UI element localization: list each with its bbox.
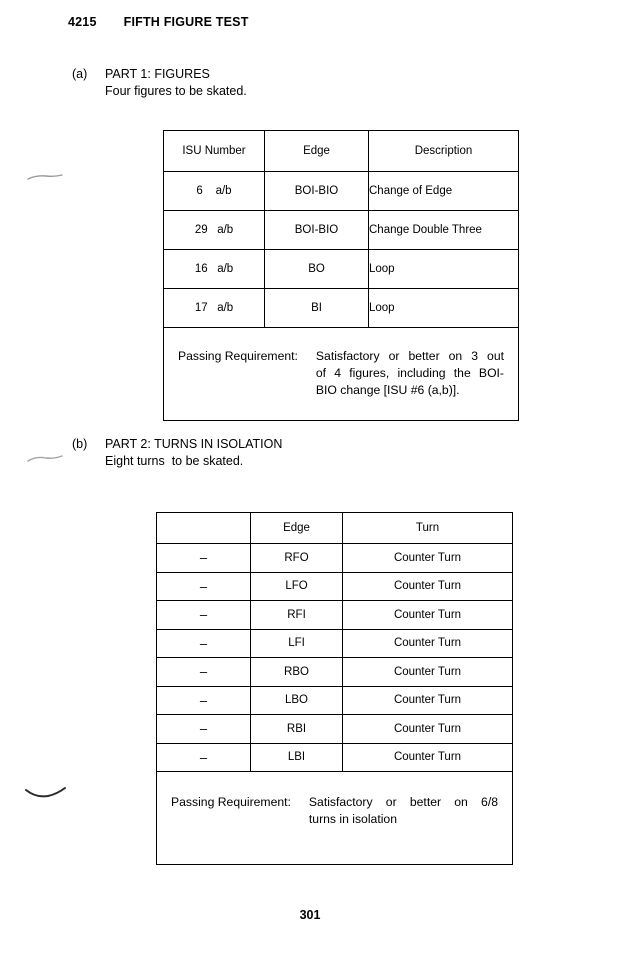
cell-isu-number: 17 a/b	[164, 289, 265, 328]
passing-requirement-text	[316, 348, 504, 399]
cell-turn: Counter Turn	[343, 686, 513, 715]
cell-turn: Counter Turn	[343, 743, 513, 772]
cell-turn: Counter Turn	[343, 544, 513, 573]
cell-edge: LFI	[251, 629, 343, 658]
table-header-row	[164, 131, 519, 172]
page-number: 301	[299, 908, 321, 922]
table-header-row	[157, 513, 513, 544]
margin-scan-artifact	[26, 452, 66, 466]
page-title: FIFTH FIGURE TEST	[123, 15, 249, 29]
section-marker-a: (a)	[72, 67, 88, 81]
cell-mark: –	[157, 601, 251, 630]
passing-requirement-row	[157, 772, 513, 865]
cell-edge: RBO	[251, 658, 343, 687]
cell-mark: –	[157, 544, 251, 573]
cell-edge: BI	[265, 289, 369, 328]
table-row	[164, 172, 519, 211]
cell-turn: Counter Turn	[343, 629, 513, 658]
figures-table	[163, 130, 519, 421]
cell-mark: –	[157, 743, 251, 772]
cell-turn: Counter Turn	[343, 601, 513, 630]
cell-edge: BOI-BIO	[265, 211, 369, 250]
section-subheading-part-1: Four figures to be skated.	[105, 84, 247, 98]
cell-edge: RFO	[251, 544, 343, 573]
passing-requirement-label: Passing Requirement:	[178, 349, 298, 363]
table-row	[157, 686, 513, 715]
cell-edge: LFO	[251, 572, 343, 601]
section-heading-part-1: PART 1: FIGURES	[105, 67, 210, 81]
cell-isu-number: 29 a/b	[164, 211, 265, 250]
section-part-2	[72, 436, 282, 470]
cell-turn: Counter Turn	[343, 658, 513, 687]
table-row	[157, 715, 513, 744]
passing-line-2: of 4 figures, including the BOI-	[315, 366, 504, 380]
table-row	[164, 211, 519, 250]
table-row	[157, 743, 513, 772]
table-row	[164, 289, 519, 328]
section-marker-b: (b)	[72, 437, 88, 451]
cell-turn: Counter Turn	[343, 572, 513, 601]
turns-table	[156, 512, 513, 865]
cell-turn: Counter Turn	[343, 715, 513, 744]
cell-edge: RBI	[251, 715, 343, 744]
cell-mark: –	[157, 715, 251, 744]
cell-edge: BOI-BIO	[265, 172, 369, 211]
table-row	[157, 572, 513, 601]
cell-isu-number: 16 a/b	[164, 250, 265, 289]
column-header-description: Description	[369, 131, 519, 172]
section-subheading-part-2: Eight turns to be skated.	[105, 454, 244, 468]
cell-edge: BO	[265, 250, 369, 289]
section-heading-part-2: PART 2: TURNS IN ISOLATION	[105, 437, 283, 451]
passing-line-1: Satisfactory or better on 3 out	[315, 349, 504, 363]
section-part-1	[72, 66, 247, 100]
passing-requirement-label: Passing Requirement:	[171, 795, 291, 809]
passing-requirement-turns	[157, 772, 513, 865]
column-header-blank	[157, 513, 251, 544]
passing-requirement-row	[164, 328, 519, 421]
table-row	[164, 250, 519, 289]
table-row	[157, 601, 513, 630]
table-row	[157, 544, 513, 573]
column-header-edge: Edge	[251, 513, 343, 544]
passing-line-1: Satisfactory or better on 6/8	[308, 795, 498, 809]
column-header-isu-number: ISU Number	[164, 131, 265, 172]
section-number: 4215	[68, 15, 97, 29]
table-row	[157, 658, 513, 687]
table-row	[157, 629, 513, 658]
margin-scan-artifact	[26, 170, 66, 184]
cell-mark: –	[157, 686, 251, 715]
passing-requirement-text	[309, 794, 498, 828]
cell-description: Loop	[369, 289, 519, 328]
cell-edge: LBO	[251, 686, 343, 715]
cell-mark: –	[157, 572, 251, 601]
margin-scan-artifact	[24, 784, 68, 800]
cell-edge: LBI	[251, 743, 343, 772]
passing-line-2: turns in isolation	[308, 812, 397, 826]
passing-line-3: BIO change [ISU #6 (a,b)].	[315, 383, 460, 397]
running-head	[68, 15, 249, 29]
cell-description: Change of Edge	[369, 172, 519, 211]
cell-edge: RFI	[251, 601, 343, 630]
passing-requirement-figures	[164, 328, 519, 421]
cell-description: Loop	[369, 250, 519, 289]
column-header-edge: Edge	[265, 131, 369, 172]
cell-mark: –	[157, 658, 251, 687]
column-header-turn: Turn	[343, 513, 513, 544]
cell-description: Change Double Three	[369, 211, 519, 250]
cell-isu-number: 6 a/b	[164, 172, 265, 211]
cell-mark: –	[157, 629, 251, 658]
